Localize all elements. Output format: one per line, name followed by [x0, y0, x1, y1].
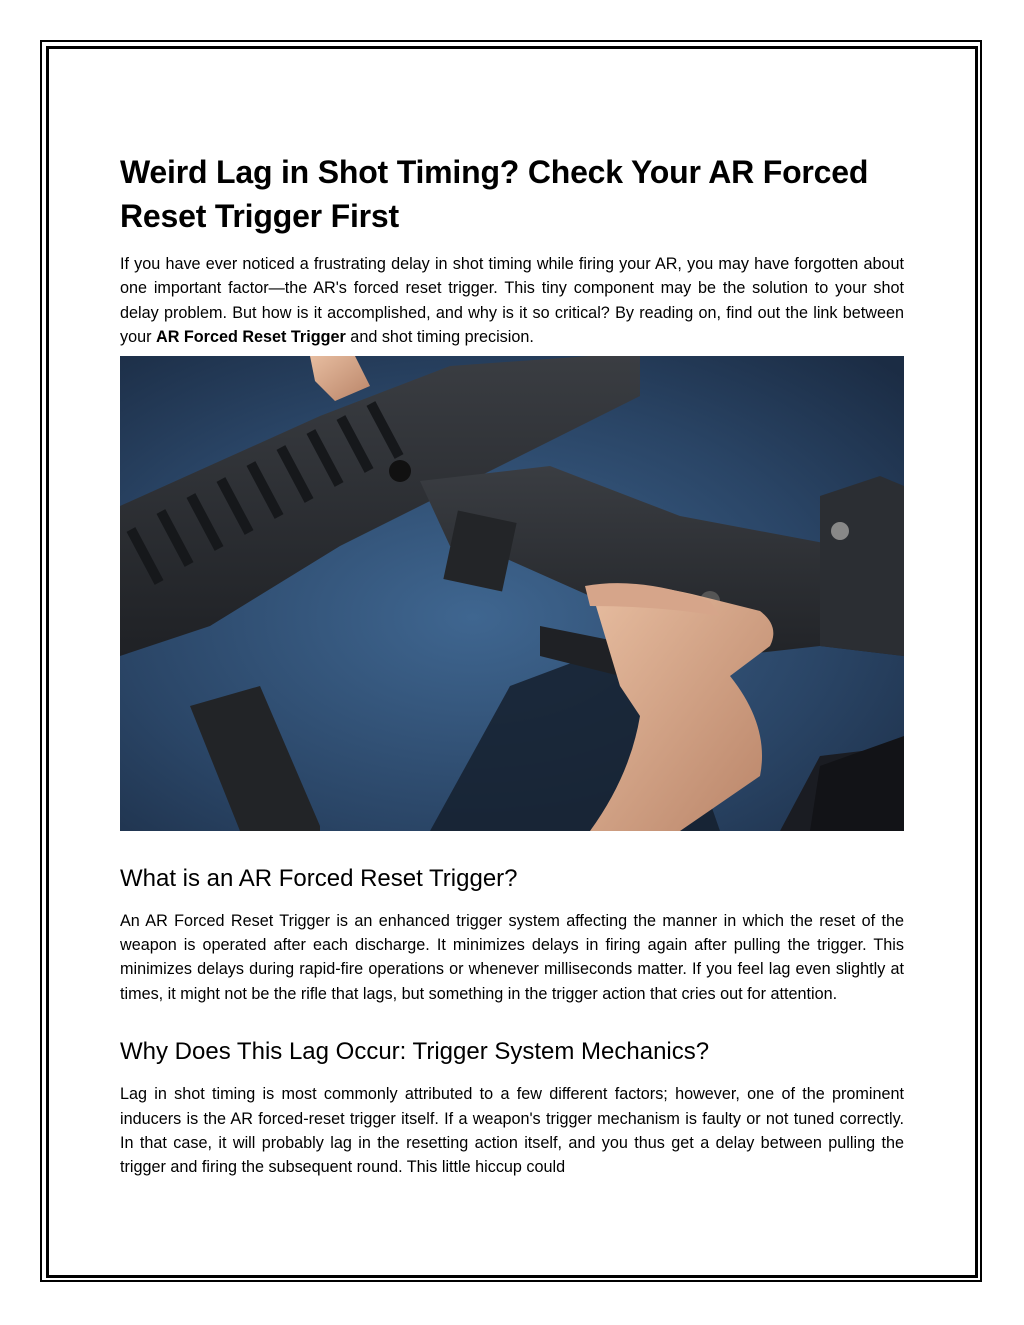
intro-text-after: and shot timing precision. — [345, 328, 534, 347]
intro-text-before: If you have ever noticed a frustrating delay in shot timing while firing your AR, you may have forgotten about one important factor—the AR's forced reset trigger. This tiny component may be the solution to your shot delay problem. But how is it accomplished, and why is it so critical? By reading on, find out the link between your — [120, 255, 904, 347]
section2-body: Lag in shot timing is most commonly attributed to a few different factors; however, one of the prominent inducers is the AR forced-reset trigger itself. If a weapon's trigger mechanism is faulty or not tuned correctly. In that case, it will probably lag in the resetting action itself, and you thus get a delay between pulling the trigger and firing the subsequent round. This little hiccup could — [120, 1085, 904, 1177]
section1-heading: What is an AR Forced Reset Trigger? — [120, 864, 518, 892]
section1-body: An AR Forced Reset Trigger is an enhanced trigger system affecting the manner in which the reset of the weapon is operated after each discharge. It minimizes delays in firing again after pulling the trigger. This minimizes delays during rapid-fire operations or whenever milliseconds matter. If you feel lag even slightly at times, it might not be the rifle that lags, but something in the trigger action that cries out for attention. — [120, 911, 904, 1003]
intro-paragraph — [120, 252, 904, 350]
rifle-photo — [120, 356, 904, 831]
article-title: Weird Lag in Shot Timing? Check Your AR Forced Reset Trigger First — [120, 154, 869, 234]
article — [120, 150, 904, 1180]
intro-keyword: AR Forced Reset Trigger — [156, 328, 346, 347]
section2-heading: Why Does This Lag Occur: Trigger System Mechanics? — [120, 1038, 710, 1066]
